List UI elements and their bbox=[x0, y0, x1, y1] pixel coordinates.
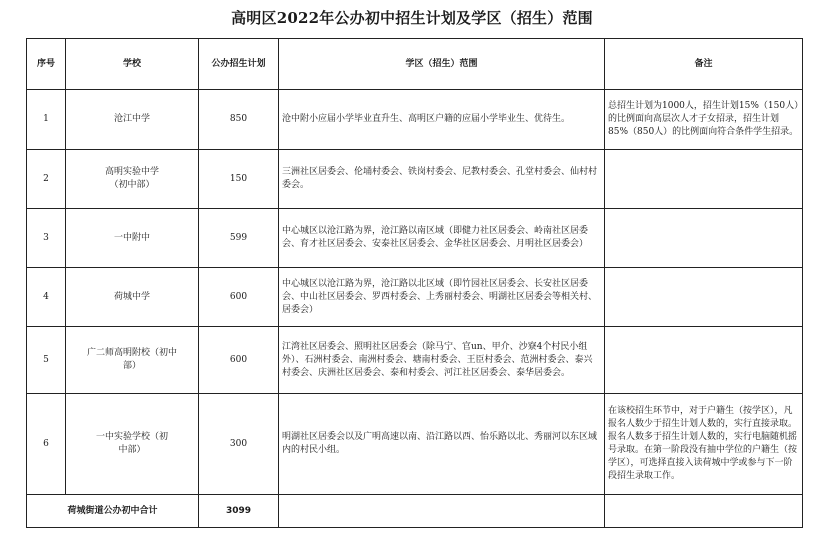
row-remarks bbox=[605, 150, 803, 209]
row-seq: 1 bbox=[27, 90, 66, 150]
row-plan: 599 bbox=[199, 209, 279, 268]
row-remarks: 总招生计划为1000人，招生计划15%（150人）的比例面向高层次人才子女招录，招生计划85%（850人）的比例面向符合条件学生招录。 bbox=[605, 90, 803, 150]
school-name: 广二师高明附校（初中部） bbox=[86, 348, 177, 371]
table-row bbox=[27, 268, 803, 327]
row-plan: 850 bbox=[199, 90, 279, 150]
row-school: 沧江中学 bbox=[66, 90, 199, 150]
row-seq: 3 bbox=[27, 209, 66, 268]
row-district: 三洲社区居委会、伦埇村委会、铁岗村委会、尼教村委会、孔堂村委会、仙村村委会。 bbox=[279, 150, 605, 209]
row-remarks bbox=[605, 209, 803, 268]
row-seq: 6 bbox=[27, 394, 66, 495]
header-row bbox=[27, 39, 803, 90]
row-plan: 600 bbox=[199, 268, 279, 327]
row-school bbox=[66, 150, 199, 209]
total-plan: 3099 bbox=[199, 495, 279, 528]
row-school: 荷城中学 bbox=[66, 268, 199, 327]
enrollment-table bbox=[26, 38, 803, 528]
row-seq: 2 bbox=[27, 150, 66, 209]
school-name: 一中实验学校（初中部） bbox=[95, 432, 168, 455]
header-remarks: 备注 bbox=[605, 39, 803, 90]
header-district: 学区（招生）范围 bbox=[279, 39, 605, 90]
row-district: 明湖社区居委会以及广明高速以南、沿江路以西、怡乐路以北、秀丽河以东区域内的村民小组。 bbox=[279, 394, 605, 495]
header-school: 学校 bbox=[66, 39, 199, 90]
table-row bbox=[27, 209, 803, 268]
row-district: 江湾社区居委会、照明社区居委会（除马宁、官un、甲介、沙寮4个村民小组外）、石洲村委会、南洲村委会、塘南村委会、王臣村委会、范洲村委会、泰兴村委会、庆洲社区居委会、泰和村委会、河江社区居委会、泰华居委会。 bbox=[279, 327, 605, 394]
row-seq: 4 bbox=[27, 268, 66, 327]
row-plan: 600 bbox=[199, 327, 279, 394]
row-district: 沧中附小应届小学毕业直升生、高明区户籍的应届小学毕业生、优待生。 bbox=[279, 90, 605, 150]
row-remarks bbox=[605, 327, 803, 394]
total-district bbox=[279, 495, 605, 528]
table-row bbox=[27, 150, 803, 209]
school-name: 高明实验中学（初中部） bbox=[104, 167, 159, 190]
row-school bbox=[66, 327, 199, 394]
table-row bbox=[27, 90, 803, 150]
row-remarks bbox=[605, 268, 803, 327]
total-remarks bbox=[605, 495, 803, 528]
row-district: 中心城区以沧江路为界，沧江路以南区域（即健力社区居委会、岭南社区居委会、育才社区居委会、安泰社区居委会、金华社区居委会、月明社区居委会） bbox=[279, 209, 605, 268]
total-row bbox=[27, 495, 803, 528]
row-remarks: 在该校招生环节中，对于户籍生（按学区），凡报名人数少于招生计划人数的，实行直接录取。报名人数多于招生计划人数的，实行电脑随机摇号录取。在第一阶段没有抽中学位的户籍生（按学区），可选择直接入读荷城中学或参与下一阶段招生录取工作。 bbox=[605, 394, 803, 495]
row-district: 中心城区以沧江路为界，沧江路以北区域（即竹园社区居委会、长安社区居委会、中山社区居委会、罗西村委会、上秀丽村委会、明湖社区居委会等相关村、居委会） bbox=[279, 268, 605, 327]
total-label: 荷城街道公办初中合计 bbox=[27, 495, 199, 528]
header-plan: 公办招生计划 bbox=[199, 39, 279, 90]
row-school bbox=[66, 394, 199, 495]
header-seq: 序号 bbox=[27, 39, 66, 90]
table-row bbox=[27, 394, 803, 495]
table-row bbox=[27, 327, 803, 394]
page-title: 高明区2022年公办初中招生计划及学区（招生）范围 bbox=[231, 9, 593, 27]
row-seq: 5 bbox=[27, 327, 66, 394]
row-plan: 150 bbox=[199, 150, 279, 209]
row-school: 一中附中 bbox=[66, 209, 199, 268]
row-plan: 300 bbox=[199, 394, 279, 495]
